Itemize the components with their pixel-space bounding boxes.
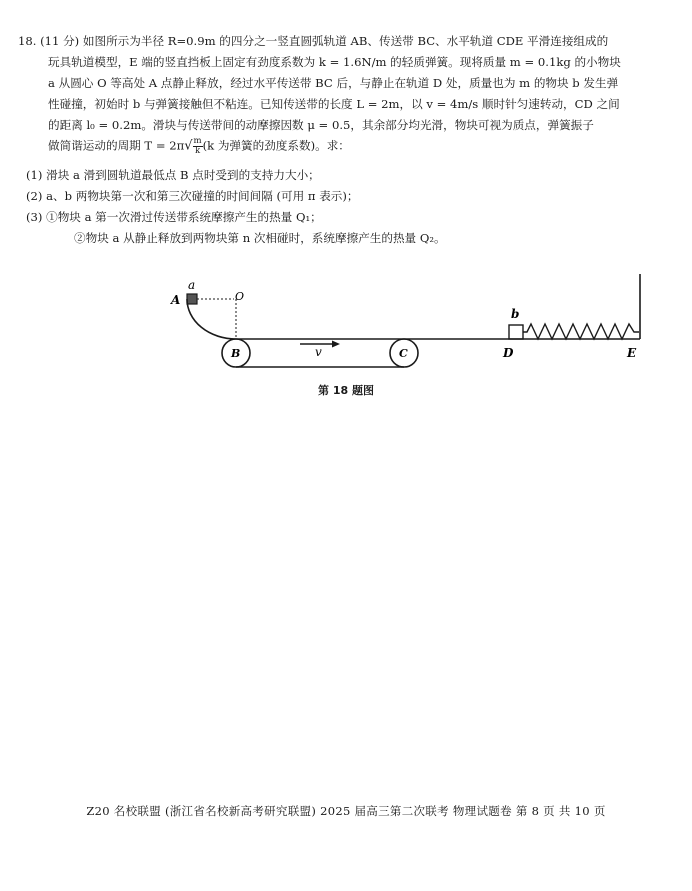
page-footer: Z20 名校联盟 (浙江省名校新高考研究联盟) 2025 届高三第二次联考 物理试题卷 第 8 页 共 10 页	[86, 804, 606, 818]
problem-line-2: 玩具轨道模型，E 端的竖直挡板上固定有劲度系数为 k = 1.6N/m 的轻质弹簧。现将质量 m = 0.1kg 的小物块	[48, 55, 621, 69]
label-C: C	[399, 347, 408, 360]
label-B: B	[231, 347, 241, 360]
block-b	[509, 325, 523, 339]
spring	[523, 324, 639, 339]
problem-line-3: a 从圆心 O 等高处 A 点静止释放，经过水平传送带 BC 后，与静止在轨道 D 处，质量也为 m 的物块 b 发生弹	[48, 76, 619, 90]
figure-caption: 第 18 题图	[318, 384, 374, 397]
label-D: D	[503, 346, 514, 360]
problem-line-4: 性碰撞，初始时 b 与弹簧接触但不粘连。已知传送带的长度 L = 2m，以 v = 4m/s 顺时针匀速转动，CD 之间	[48, 97, 620, 111]
problem-line-6: 做简谐运动的周期 T = 2π√ $\frac{m}{k}$ (k 为弹簧的劲度系数)。求：	[48, 136, 350, 156]
period-fraction	[193, 137, 203, 156]
question-3-part-2: ②物块 a 从静止释放到两物块第 n 次相碰时，系统摩擦产生的热量 Q₂。	[74, 231, 446, 245]
question-1: (1) 滑块 a 滑到圆轨道最低点 B 点时受到的支持力大小；	[26, 168, 320, 182]
question-2: (2) a、b 两物块第一次和第三次碰撞的时间间隔 (可用 π 表示)；	[26, 189, 359, 203]
arc-track-AB	[187, 299, 236, 339]
label-b: b	[511, 307, 520, 321]
label-a: a	[188, 278, 196, 292]
label-v: v	[315, 345, 322, 359]
label-A: A	[171, 293, 181, 307]
problem-line-1: 18. (11 分) 如图所示为半径 R=0.9m 的四分之一竖直圆弧轨道 AB、传送带 BC、水平轨道 CDE 平滑连接组成的	[18, 34, 609, 48]
problem-line-5: 的距离 l₀ = 0.2m。滑块与传送带间的动摩擦因数 μ = 0.5，其余部分均光滑，物块可视为质点，弹簧振子	[48, 118, 594, 132]
label-E: E	[627, 346, 637, 360]
track-diagram-svg	[150, 266, 650, 401]
period-formula-suffix: (k 为弹簧的劲度系数)。求：	[202, 138, 350, 153]
period-numerator: m	[193, 136, 202, 146]
period-denominator: k	[195, 146, 201, 156]
period-formula-prefix: 做简谐运动的周期 T = 2π	[48, 138, 185, 153]
track-diagram	[150, 266, 650, 401]
velocity-arrow-head	[332, 341, 340, 348]
question-3-part-1: (3) ①物块 a 第一次滑过传送带系统摩擦产生的热量 Q₁；	[26, 210, 322, 224]
label-O: O	[235, 290, 245, 303]
block-a	[187, 294, 197, 304]
